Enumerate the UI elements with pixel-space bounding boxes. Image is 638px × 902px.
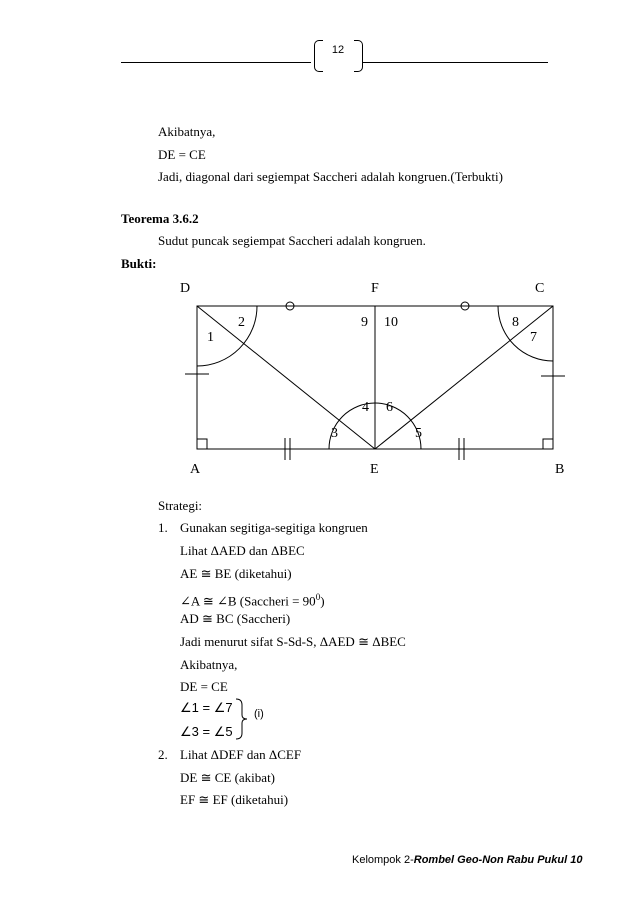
step1-line-4: AD ≅ BC (Saccheri) [180,611,291,626]
top-line-2: DE = CE [158,147,206,162]
footer-prefix: Kelompok 2- [352,854,414,866]
right-angle-mark-a [197,439,207,449]
vertex-e: E [370,462,379,477]
step2-number: 2. [158,747,168,762]
equation-angle-1-7: ∠1 = ∠7 [180,700,233,715]
footer-emphasis: Rombel Geo-Non Rabu Pukul 10 [413,854,583,866]
vertex-c: C [535,281,545,296]
top-line-3: Jadi, diagonal dari segiempat Saccheri adalah kongruen.(Terbukti) [158,169,503,184]
angle-arc-c [498,306,553,361]
header-rule-left [121,62,311,63]
degree-superscript: 0 [315,592,321,602]
vertex-d: D [180,281,191,296]
theorem-title: Teorema 3.6.2 [121,211,199,226]
angle-label-7: 7 [530,330,537,345]
theorem-statement: Sudut puncak segiempat Saccheri adalah kongruen. [158,233,426,248]
vertex-a: A [190,462,201,477]
angle-label-6: 6 [386,400,393,415]
footer [352,854,582,866]
angle-equality-text: ∠A ≅ ∠B (Saccheri = 90 [180,593,316,609]
diagonal-ce [375,306,553,449]
vertex-f: F [371,281,379,296]
angle-label-2: 2 [238,315,245,330]
equation-angle-3-5: ∠3 = ∠5 [180,724,233,739]
page-number: 12 [331,44,345,56]
vertex-b: B [555,462,565,477]
degree-close: ) [320,593,325,609]
angle-label-3: 3 [331,426,338,441]
top-line-1: Akibatnya, [158,124,216,139]
step1-line-5: Jadi menurut sifat S-Sd-S, ΔAED ≅ ΔBEC [180,634,406,649]
step1-number: 1. [158,520,168,535]
header-rule-right [363,62,548,63]
angle-label-4: 4 [362,400,369,415]
step1-line-2: AE ≅ BE (diketahui) [180,566,292,581]
saccheri-figure [0,270,638,500]
angle-label-8: 8 [512,315,519,330]
angle-label-5: 5 [415,426,422,441]
right-angle-mark-b [543,439,553,449]
step1-line-7: DE = CE [180,679,228,694]
step1-line-6: Akibatnya, [180,657,238,672]
step1-line-1: Lihat ΔAED dan ΔBEC [180,543,305,558]
step1-line-3 [180,589,325,609]
diagonal-de [197,306,375,449]
angle-label-9: 9 [361,315,368,330]
step2-text: Lihat ΔDEF dan ΔCEF [180,747,302,762]
curly-brace-icon [234,697,250,741]
step1-text: Gunakan segitiga-segitiga kongruen [180,520,368,535]
proof-label: Bukti: [121,256,157,271]
angle-label-10: 10 [384,315,398,330]
step2-line-1: DE ≅ CE (akibat) [180,770,276,785]
angle-arc-d [197,306,257,366]
step2-line-2: EF ≅ EF (diketahui) [180,792,289,807]
strategy-title: Strategi: [158,498,203,513]
brace-label: (i) [254,708,264,720]
angle-label-1: 1 [207,330,214,345]
